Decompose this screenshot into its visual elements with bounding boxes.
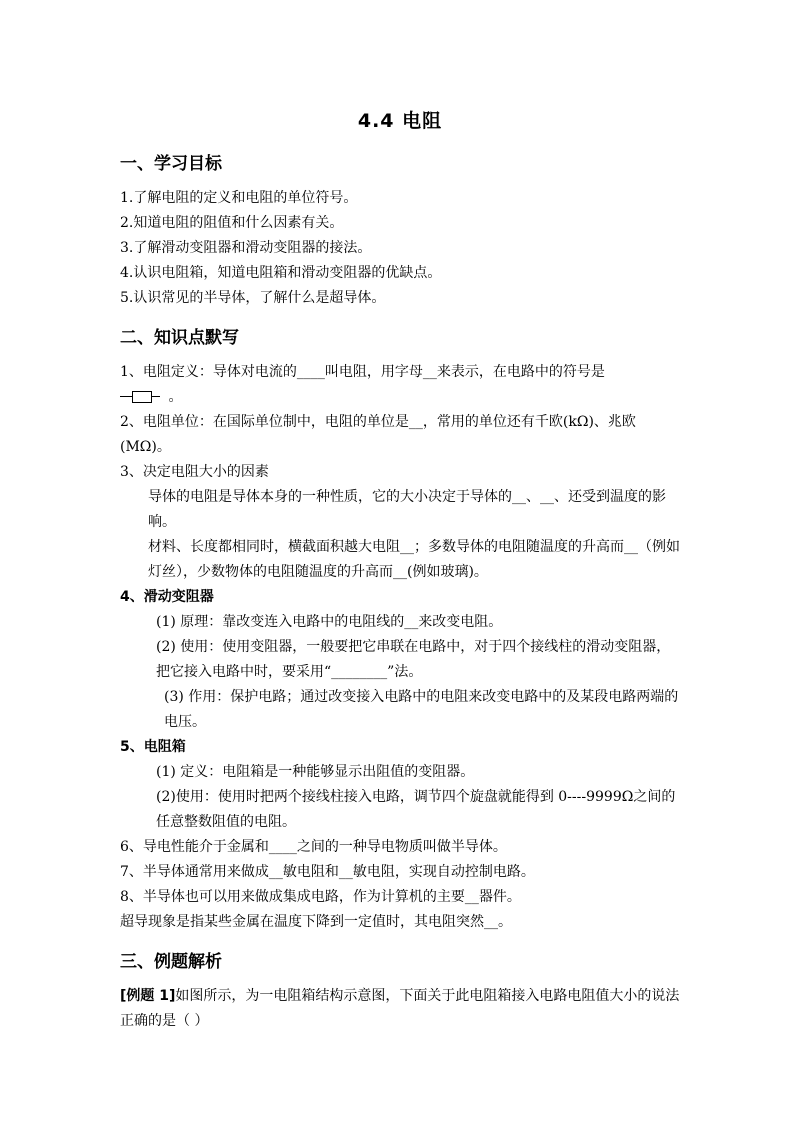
- section-heading-examples: 三、例题解析: [120, 952, 222, 972]
- knowledge-item-5-a: (1) 定义：电阻箱是一种能够显示出阻值的变阻器。: [156, 764, 475, 780]
- knowledge-item-4-c: (3) 作用：保护电路；通过改变接入电路中的电阻来改变电路中的及某段电路两端的电压。: [164, 689, 679, 730]
- knowledge-item-6: 6、导电性能介于金属和____之间的一种导电物质叫做半导体。: [120, 839, 507, 855]
- knowledge-item-1-end: 。: [164, 389, 183, 405]
- knowledge-item-1: [120, 360, 680, 410]
- knowledge-item-2: 2、电阻单位：在国际单位制中，电阻的单位是__，常用的单位还有千欧(kΩ)、兆欧(MΩ)。: [120, 414, 636, 455]
- knowledge-item-4-b: (2) 使用：使用变阻器，一般要把它串联在电路中，对于四个接线柱的滑动变阻器，把它接入电路中时，要采用“________”法。: [156, 639, 671, 680]
- goal-item-2: 2.知道电阻的阻值和什么因素有关。: [120, 215, 344, 231]
- goal-item-5: 5.认识常见的半导体，了解什么是超导体。: [120, 290, 386, 306]
- goal-item-3: 3.了解滑动变阻器和滑动变阻器的接法。: [120, 240, 372, 256]
- knowledge-item-4: 4、滑动变阻器: [120, 589, 214, 605]
- resistor-symbol-icon: [120, 391, 164, 403]
- goal-item-1: 1.了解电阻的定义和电阻的单位符号。: [120, 190, 358, 206]
- example-1-text: 如图所示，为一电阻箱结构示意图，下面关于此电阻箱接入电路电阻值大小的说法正确的是（ ）: [120, 988, 680, 1029]
- example-1: [120, 984, 680, 1034]
- knowledge-item-9: 超导现象是指某些金属在温度下降到一定值时，其电阻突然__。: [120, 914, 512, 930]
- knowledge-item-3: 3、决定电阻大小的因素: [120, 464, 269, 480]
- goal-item-4: 4.认识电阻箱，知道电阻箱和滑动变阻器的优缺点。: [120, 265, 442, 281]
- knowledge-item-5: 5、电阻箱: [120, 739, 186, 755]
- example-1-label: [例题 1]: [120, 988, 176, 1004]
- knowledge-item-3-a: 导体的电阻是导体本身的一种性质，它的大小决定于导体的__、__、还受到温度的影响。: [148, 489, 666, 530]
- knowledge-item-4-a: (1) 原理：靠改变连入电路中的电阻线的__来改变电阻。: [156, 614, 503, 630]
- section-heading-knowledge: 二、知识点默写: [120, 328, 239, 348]
- knowledge-item-7: 7、半导体通常用来做成__敏电阻和__敏电阻，实现自动控制电路。: [120, 864, 535, 880]
- section-heading-goals: 一、学习目标: [120, 154, 222, 174]
- knowledge-item-8: 8、半导体也可以用来做成集成电路，作为计算机的主要__器件。: [120, 889, 521, 905]
- knowledge-item-3-b: 材料、长度都相同时，横截面积越大电阻__；多数导体的电阻随温度的升高而__（例如灯丝），少数物体的电阻随温度的升高而__(例如玻璃)。: [148, 539, 680, 580]
- page-title: 4.4 电阻: [357, 110, 443, 132]
- knowledge-item-5-b: (2)使用：使用时把两个接线柱接入电路，调节四个旋盘就能得到 0----9999Ω之间的任意整数阻值的电阻。: [156, 789, 676, 830]
- document-page: [120, 96, 680, 1034]
- knowledge-item-1-text: 1、电阻定义：导体对电流的____叫电阻，用字母__来表示，在电路中的符号是: [120, 364, 605, 380]
